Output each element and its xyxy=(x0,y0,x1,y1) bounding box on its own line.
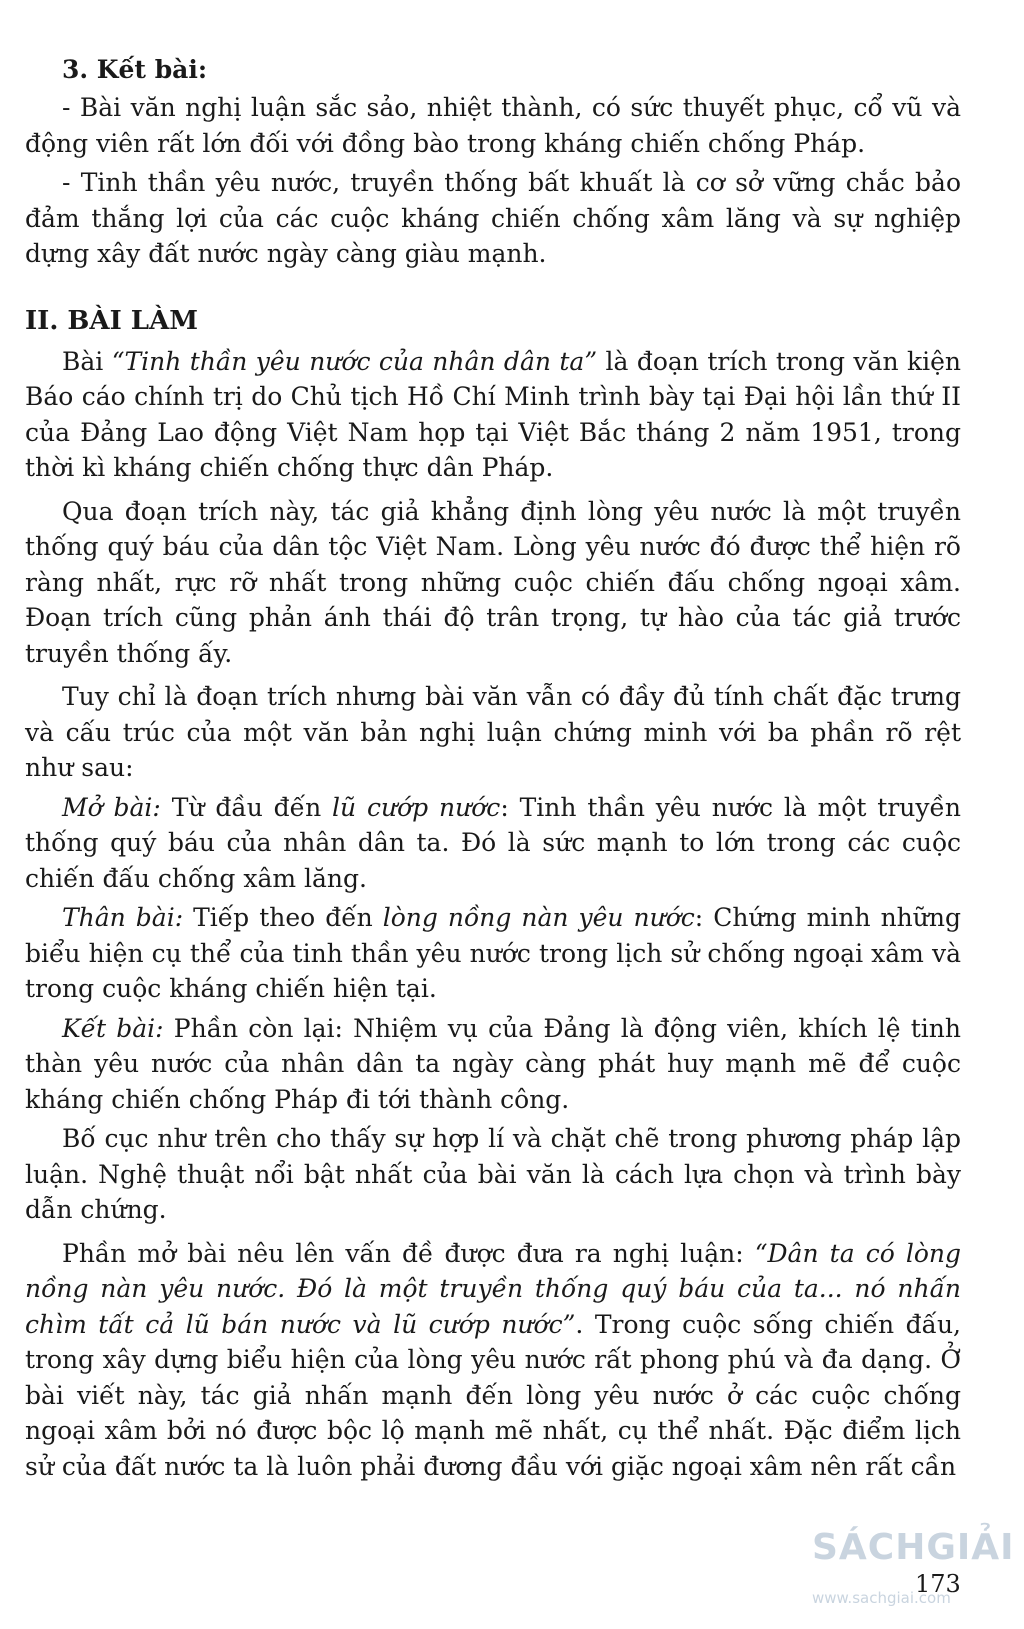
than-bai-label: Thân bài: xyxy=(62,903,184,932)
work-title: “Tinh thần yêu nước của nhân dân ta” xyxy=(111,346,598,376)
summary-paragraph: Qua đoạn trích này, tác giả khẳng định lòng yêu nước là một truyền thống quý báu của dân tộc Việt Nam. Lòng yêu nước đó được thể hiện rõ ràng nhất, rực rỡ nhất trong những cuộc chiến đấu chống ngoại xâm. Đoạn trích cũng phản ánh thái độ trân trọng, tự hào của tác giả trước truyền thống ấy. xyxy=(25,496,961,668)
watermark-url: www.sachgiai.com xyxy=(812,1589,951,1607)
ket-bai-paragraph xyxy=(25,1011,961,1118)
than-bai-mid: Tiếp theo đến xyxy=(183,903,383,932)
than-bai-quote: lòng nồng nàn yêu nước xyxy=(382,903,695,932)
opening-analysis-paragraph xyxy=(25,1236,961,1485)
mo-bai-quote: lũ cướp nước xyxy=(332,792,501,822)
layout-paragraph: Bố cục như trên cho thấy sự hợp lí và chặt chẽ trong phương pháp lập luận. Nghệ thuật nổi bật nhất của bài văn là cách lựa chọn và trình bày dẫn chứng. xyxy=(25,1124,961,1224)
structure-paragraph: Tuy chỉ là đoạn trích nhưng bài văn vẫn có đầy đủ tính chất đặc trưng và cấu trúc của một văn bản nghị luận chứng minh với ba phần rõ rệt như sau: xyxy=(25,682,961,782)
page-content xyxy=(25,50,961,1492)
intro-pre: Bài xyxy=(62,346,112,376)
than-bai-text: : Chứng minh những biểu hiện cụ thể của tinh thần yêu nước trong lịch sử chống ngoại xâm và trong cuộc kháng chiến hiện tại. xyxy=(25,903,961,1003)
mo-bai-label: Mở bài: xyxy=(62,792,161,822)
intro-paragraph xyxy=(25,344,961,486)
opening-post: . Trong cuộc sống chiến đấu, trong xây dựng biểu hiện của lòng yêu nước rất phong phú và đa dạng. Ở bài viết này, tác giả nhấn mạnh đến lòng yêu nước ở các cuộc chống ngoại xâm bởi nó được bộc lộ mạnh mẽ nhất, cụ thể nhất. Đặc điểm lịch sử của đất nước ta là luôn phải đương đầu với giặc ngoại xâm nên rất cần xyxy=(25,1309,961,1481)
section-heading-ket-bai: 3. Kết bài: xyxy=(62,55,208,84)
section-heading-bai-lam: II. BÀI LÀM xyxy=(25,305,199,336)
opening-quote: “Dân ta có lòng nồng nàn yêu nước. Đó là một truyền thống quý báu của ta... nó nhấn chìm tất cả lũ bán nước và lũ cướp nước” xyxy=(25,1238,962,1339)
mo-bai-mid: Từ đầu đến xyxy=(160,792,333,822)
ket-bai-label: Kết bài: xyxy=(62,1013,164,1043)
watermark-logo xyxy=(812,1519,1015,1619)
opening-pre: Phần mở bài nêu lên vấn đề được đưa ra nghị luận: xyxy=(62,1238,755,1268)
watermark-text: SÁCHGIẢI xyxy=(812,1527,1015,1568)
ket-bai-text: Phần còn lại: Nhiệm vụ của Đảng là động viên, khích lệ tinh thàn yêu nước của nhân dân ta ngày càng phát huy mạnh mẽ để cuộc kháng chiến chống Pháp đi tới thành công. xyxy=(25,1013,961,1114)
mo-bai-text: : Tinh thần yêu nước là một truyền thống quý báu của nhân dân ta. Đó là sức mạnh to lớn trong các cuộc chiến đấu chống xâm lăng. xyxy=(25,792,961,893)
than-bai-paragraph xyxy=(25,900,961,1007)
intro-post: là đoạn trích trong văn kiện Báo cáo chính trị do Chủ tịch Hồ Chí Minh trình bày tại Đại hội lần thứ II của Đảng Lao động Việt Nam họp tại Việt Bắc tháng 2 năm 1951, trong thời kì kháng chiến chống thực dân Pháp. xyxy=(25,346,962,482)
page-number: 173 xyxy=(915,1570,961,1598)
mo-bai-paragraph xyxy=(25,790,961,897)
ket-bai-point-2: - Tinh thần yêu nước, truyền thống bất khuất là cơ sở vững chắc bảo đảm thắng lợi của các cuộc kháng chiến chống xâm lăng và sự nghiệp dựng xây đất nước ngày càng giàu mạnh. xyxy=(25,168,961,268)
ket-bai-point-1: - Bài văn nghị luận sắc sảo, nhiệt thành, có sức thuyết phục, cổ vũ và động viên rất lớn đối với đồng bào trong kháng chiến chống Pháp. xyxy=(25,93,961,158)
